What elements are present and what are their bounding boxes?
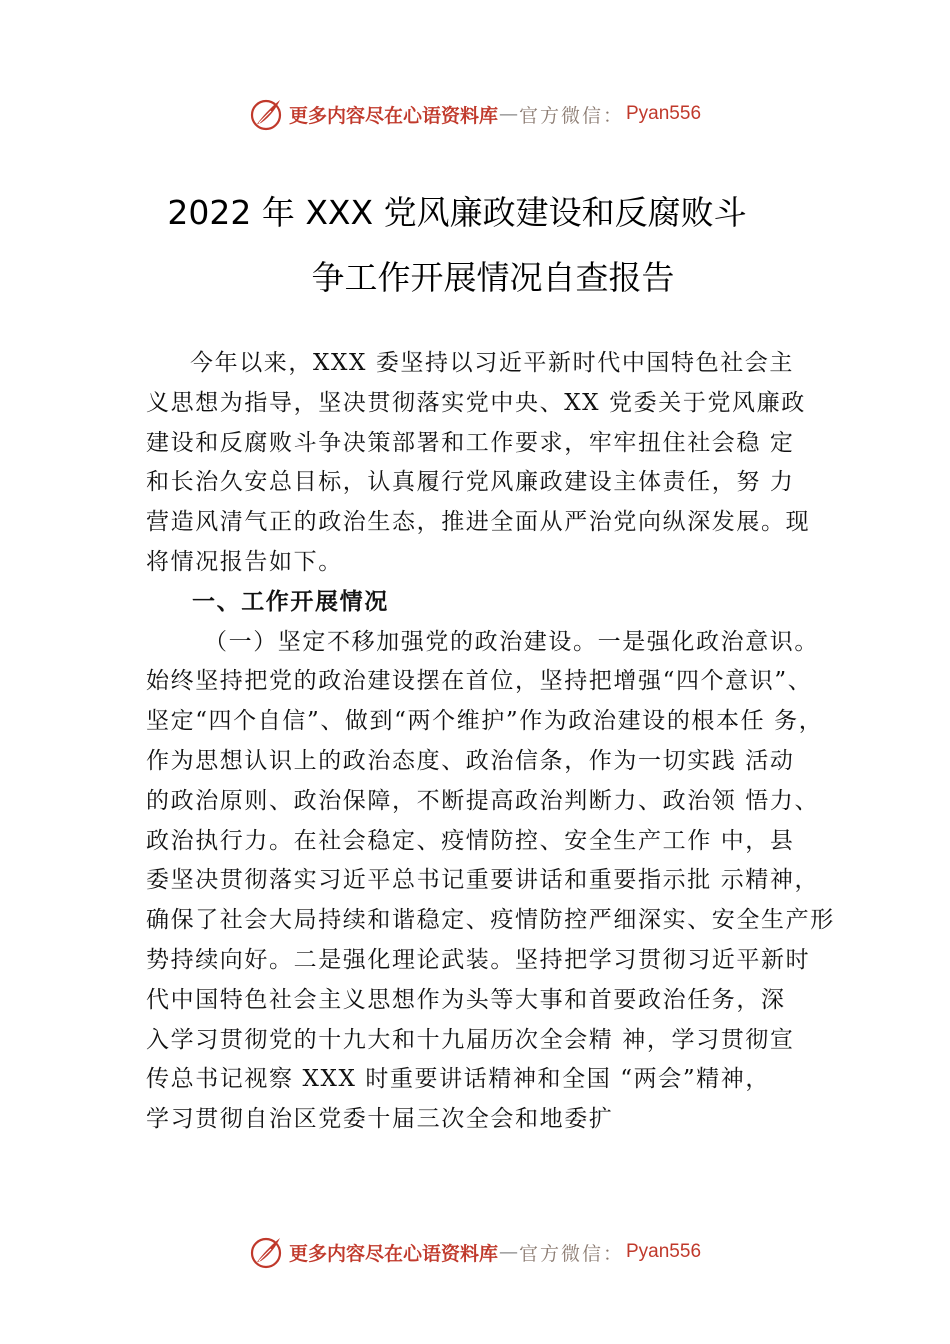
watermark-handle: Pyan556 [626, 1241, 702, 1262]
body-line: 和长治久安总目标，认真履行党风廉政建设主体责任，努 力 [146, 469, 795, 496]
watermark-label: 官方微信： [518, 104, 624, 127]
body-line: 势持续向好。二是强化理论武装。坚持把学习贯彻习近平新时 [146, 946, 811, 973]
body-line: 学习贯彻自治区党委十届三次全会和地委扩 [146, 1106, 614, 1133]
watermark-text: 更多内容尽在心语资料库 [288, 1242, 498, 1265]
body-line: 确保了社会大局持续和谐稳定、疫情防控严细深实、安全生产形 [146, 907, 835, 934]
watermark-footer [0, 1232, 950, 1272]
watermark-header [0, 94, 950, 134]
watermark-separator: — [498, 103, 518, 125]
watermark-label: 官方微信： [518, 1242, 624, 1265]
watermark-separator: — [498, 1241, 518, 1263]
body-line: 入学习贯彻党的十九大和十九届历次全会精 神，学习贯彻宣 [146, 1026, 795, 1053]
watermark-text: 更多内容尽在心语资料库 [288, 104, 498, 127]
body-line: 始终坚持把党的政治建设摆在首位，坚持把增强“四个意识”、 [146, 668, 813, 695]
body-line: 代中国特色社会主义思想作为头等大事和首要政治任务，深 [146, 986, 786, 1013]
body-line: 将情况报告如下。 [146, 548, 343, 575]
document-body [146, 344, 846, 1140]
body-line: 的政治原则、政治保障，不断提高政治判断力、政治领 悟力、 [146, 787, 820, 814]
body-line: 作为思想认识上的政治态度、政治信条，作为一切实践 活动 [146, 747, 795, 774]
body-line: 今年以来，XXX 委坚持以习近平新时代中国特色社会主 [190, 350, 795, 376]
body-line: 传总书记视察 XXX 时重要讲话精神和全国 “两会”精神， [146, 1066, 770, 1093]
body-line: 坚定“四个自信”、做到“两个维护”作为政治建设的根本任 务， [146, 708, 824, 735]
document-title-line-2: 争工作开展情况自查报告 [311, 258, 675, 297]
quill-seal-icon [249, 1234, 285, 1270]
body-line: 政治执行力。在社会稳定、疫情防控、安全生产工作 中，县 [146, 827, 795, 854]
body-line: （一）坚定不移加强党的政治建设。一是强化政治意识。 [204, 628, 819, 655]
section-heading: 一、工作开展情况 [192, 588, 389, 615]
quill-seal-icon [249, 96, 285, 132]
body-line: 义思想为指导，坚决贯彻落实党中央、XX 党委关于党风廉政 [146, 389, 806, 416]
watermark-handle: Pyan556 [626, 103, 702, 124]
document-title-line-1: 2022 年 XXX 党风廉政建设和反腐败斗 [167, 193, 747, 232]
body-line: 营造风清气正的政治生态，推进全面从严治党向纵深发展。现 [146, 509, 811, 536]
body-line: 委坚决贯彻落实习近平总书记重要讲话和重要指示批 示精神， [146, 867, 820, 894]
body-line: 建设和反腐败斗争决策部署和工作要求，牢牢扭住社会稳 定 [146, 429, 795, 456]
